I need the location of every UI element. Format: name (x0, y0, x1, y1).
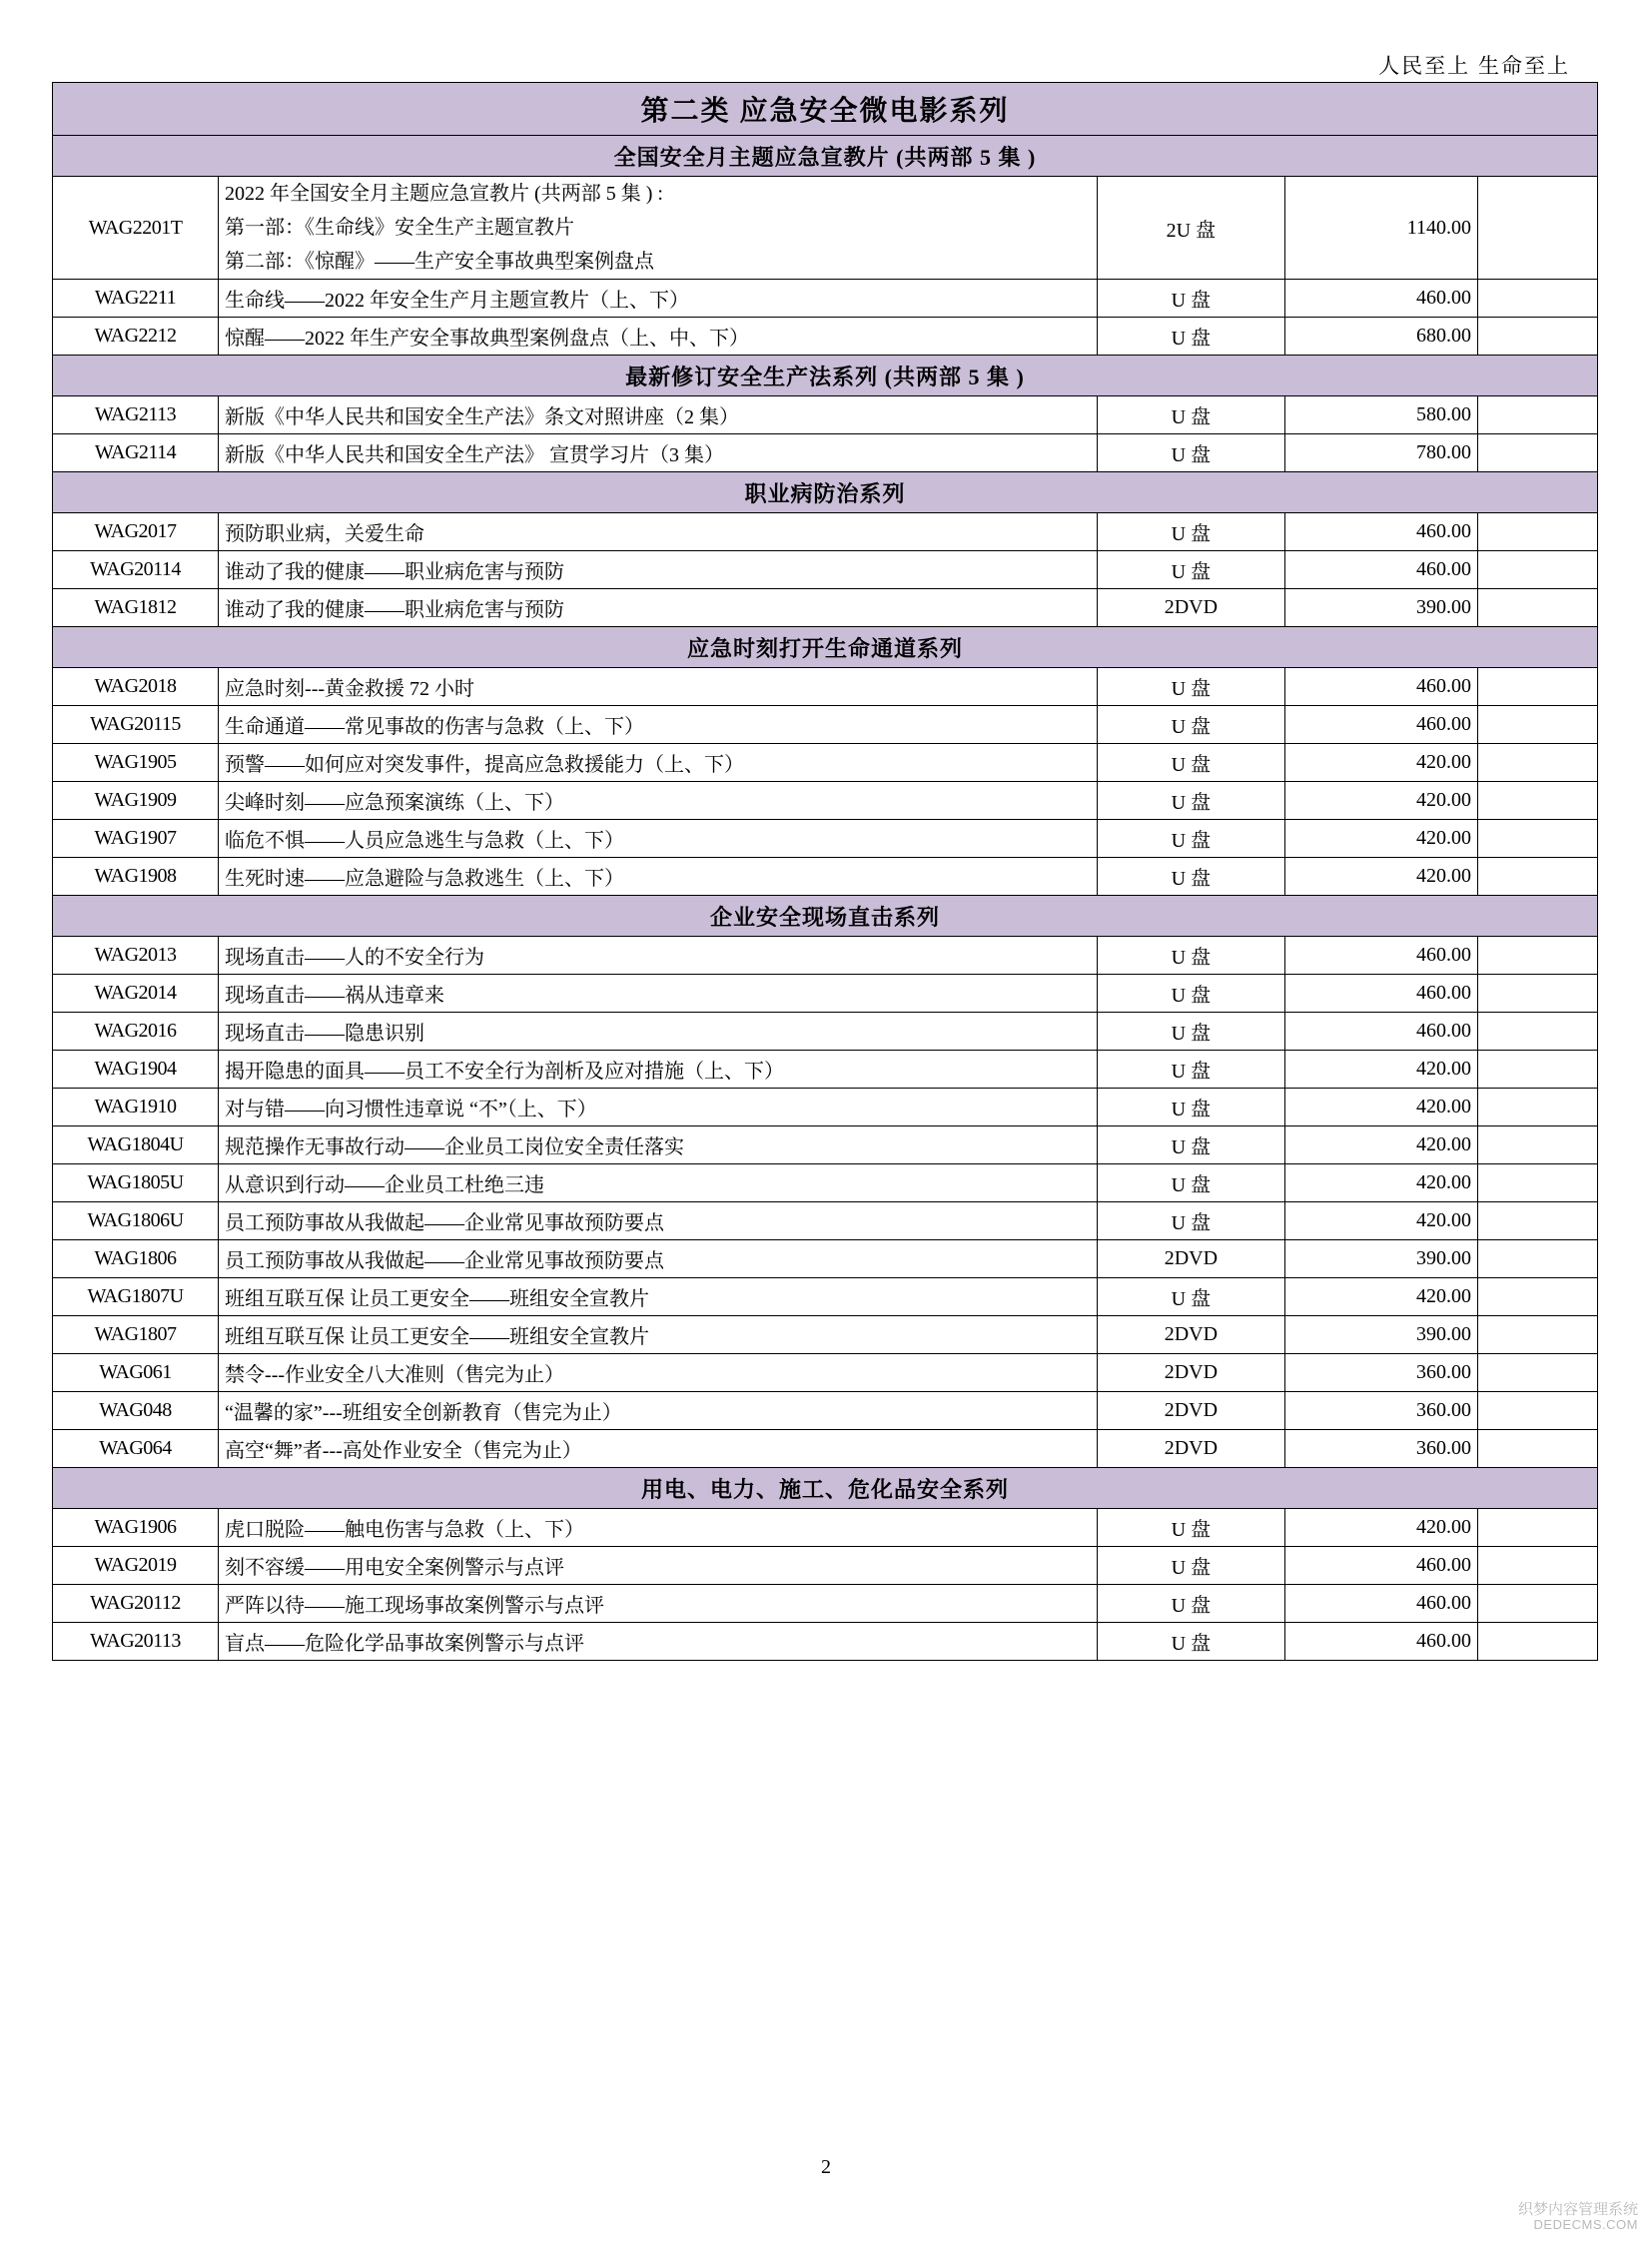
product-code: WAG2114 (53, 434, 219, 472)
product-quantity-cell (1478, 1316, 1598, 1354)
product-media: 2DVD (1098, 1240, 1284, 1278)
product-title (219, 177, 1098, 280)
table-row (53, 1316, 1598, 1354)
table-row (53, 858, 1598, 896)
product-quantity-cell (1478, 706, 1598, 744)
product-quantity-cell (1478, 280, 1598, 318)
product-code: WAG1906 (53, 1509, 219, 1547)
product-title: 高空“舞”者---高处作业安全（售完为止） (219, 1430, 1098, 1468)
product-title-line: 第二部：《惊醒》——生产安全事故典型案例盘点 (225, 251, 655, 273)
product-media: U 盘 (1098, 820, 1284, 858)
product-media: U 盘 (1098, 668, 1284, 706)
product-quantity-cell (1478, 1089, 1598, 1126)
product-title: 临危不惧——人员应急逃生与急救（上、下） (219, 820, 1098, 858)
product-title: 预警——如何应对突发事件，提高应急救援能力（上、下） (219, 744, 1098, 782)
product-price: 420.00 (1284, 1164, 1478, 1202)
product-quantity-cell (1478, 1240, 1598, 1278)
table-row (53, 280, 1598, 318)
product-title: 谁动了我的健康——职业病危害与预防 (219, 589, 1098, 627)
product-media: 2DVD (1098, 1430, 1284, 1468)
product-title: 员工预防事故从我做起——企业常见事故预防要点 (219, 1240, 1098, 1278)
product-media: 2DVD (1098, 1354, 1284, 1392)
product-code: WAG1806 (53, 1240, 219, 1278)
product-title: 生命通道——常见事故的伤害与急救（上、下） (219, 706, 1098, 744)
product-media: U 盘 (1098, 1585, 1284, 1623)
table-row (53, 975, 1598, 1013)
product-title: 对与错——向习惯性违章说 “不”（上、下） (219, 1089, 1098, 1126)
product-code: WAG048 (53, 1392, 219, 1430)
product-title: 刻不容缓——用电安全案例警示与点评 (219, 1547, 1098, 1585)
product-title: 新版《中华人民共和国安全生产法》条文对照讲座（2 集） (219, 396, 1098, 434)
product-price: 420.00 (1284, 1126, 1478, 1164)
product-quantity-cell (1478, 551, 1598, 589)
product-quantity-cell (1478, 937, 1598, 975)
page-number: 2 (821, 2156, 831, 2178)
watermark-line-1: 织梦内容管理系统 (1517, 2200, 1638, 2218)
table-row (53, 820, 1598, 858)
product-price: 360.00 (1284, 1430, 1478, 1468)
table-row (53, 396, 1598, 434)
product-title: 现场直击——祸从违章来 (219, 975, 1098, 1013)
product-code: WAG1905 (53, 744, 219, 782)
table-section-label: 企业安全现场直击系列 (53, 896, 1598, 937)
product-quantity-cell (1478, 1278, 1598, 1316)
product-title: 班组互联互保 让员工更安全——班组安全宣教片 (219, 1278, 1098, 1316)
product-code: WAG061 (53, 1354, 219, 1392)
table-section-label: 用电、电力、施工、危化品安全系列 (53, 1468, 1598, 1509)
product-price: 420.00 (1284, 858, 1478, 896)
product-media: U 盘 (1098, 1202, 1284, 1240)
table-row (53, 782, 1598, 820)
product-code: WAG2016 (53, 1013, 219, 1051)
table-row (53, 1278, 1598, 1316)
product-price: 1140.00 (1284, 177, 1478, 280)
product-title: 从意识到行动——企业员工杜绝三违 (219, 1164, 1098, 1202)
product-code: WAG1907 (53, 820, 219, 858)
table-main-title: 第二类 应急安全微电影系列 (53, 83, 1598, 136)
table-section-label: 最新修订安全生产法系列 (共两部 5 集 ) (53, 356, 1598, 396)
table-section-label: 全国安全月主题应急宣教片 (共两部 5 集 ) (53, 136, 1598, 177)
product-title: 虎口脱险——触电伤害与急救（上、下） (219, 1509, 1098, 1547)
product-price: 460.00 (1284, 706, 1478, 744)
product-price: 460.00 (1284, 1013, 1478, 1051)
table-row (53, 1392, 1598, 1430)
product-media: U 盘 (1098, 551, 1284, 589)
product-quantity-cell (1478, 1126, 1598, 1164)
product-code: WAG1908 (53, 858, 219, 896)
product-price: 460.00 (1284, 975, 1478, 1013)
product-media: 2U 盘 (1098, 177, 1284, 280)
product-quantity-cell (1478, 975, 1598, 1013)
table-row (53, 1509, 1598, 1547)
product-quantity-cell (1478, 668, 1598, 706)
product-code: WAG2113 (53, 396, 219, 434)
page-header-slogan: 人民至上 生命至上 (1378, 55, 1570, 78)
product-media: U 盘 (1098, 280, 1284, 318)
product-code: WAG20113 (53, 1623, 219, 1661)
product-code: WAG1909 (53, 782, 219, 820)
product-media: U 盘 (1098, 975, 1284, 1013)
table-row (53, 318, 1598, 356)
product-media: U 盘 (1098, 937, 1284, 975)
product-code: WAG064 (53, 1430, 219, 1468)
product-media: U 盘 (1098, 1089, 1284, 1126)
product-media: U 盘 (1098, 1547, 1284, 1585)
product-media: U 盘 (1098, 1164, 1284, 1202)
product-title: 禁令---作业安全八大准则（售完为止） (219, 1354, 1098, 1392)
table-row (53, 1013, 1598, 1051)
watermark-line-2: DEDECMS.COM (1533, 2217, 1638, 2233)
product-code: WAG2013 (53, 937, 219, 975)
product-media: U 盘 (1098, 318, 1284, 356)
product-price: 460.00 (1284, 937, 1478, 975)
product-media: 2DVD (1098, 589, 1284, 627)
product-media: U 盘 (1098, 1623, 1284, 1661)
product-quantity-cell (1478, 1013, 1598, 1051)
product-title: 应急时刻---黄金救援 72 小时 (219, 668, 1098, 706)
product-code: WAG1807 (53, 1316, 219, 1354)
product-quantity-cell (1478, 1354, 1598, 1392)
product-code: WAG20115 (53, 706, 219, 744)
table-row (53, 1051, 1598, 1089)
product-quantity-cell (1478, 1202, 1598, 1240)
table-main-title-row (53, 83, 1598, 136)
product-price: 420.00 (1284, 782, 1478, 820)
table-row (53, 1623, 1598, 1661)
product-code: WAG2019 (53, 1547, 219, 1585)
product-code: WAG1910 (53, 1089, 219, 1126)
table-row (53, 589, 1598, 627)
catalog-table-container (52, 82, 1598, 1661)
table-section-row (53, 896, 1598, 937)
table-row (53, 551, 1598, 589)
product-price: 360.00 (1284, 1354, 1478, 1392)
product-media: U 盘 (1098, 434, 1284, 472)
product-quantity-cell (1478, 1430, 1598, 1468)
product-quantity-cell (1478, 1164, 1598, 1202)
table-row (53, 668, 1598, 706)
product-price: 420.00 (1284, 820, 1478, 858)
product-price: 360.00 (1284, 1392, 1478, 1430)
product-code: WAG2212 (53, 318, 219, 356)
product-price: 460.00 (1284, 1623, 1478, 1661)
product-price: 390.00 (1284, 1316, 1478, 1354)
table-row (53, 1354, 1598, 1392)
product-media: U 盘 (1098, 1278, 1284, 1316)
product-title: 预防职业病，关爱生命 (219, 513, 1098, 551)
product-title-line: 第一部：《生命线》安全生产主题宣教片 (225, 217, 575, 239)
product-price: 420.00 (1284, 1089, 1478, 1126)
product-title: 现场直击——隐患识别 (219, 1013, 1098, 1051)
product-media: U 盘 (1098, 1509, 1284, 1547)
product-price: 460.00 (1284, 513, 1478, 551)
table-section-label: 职业病防治系列 (53, 472, 1598, 513)
product-media: 2DVD (1098, 1392, 1284, 1430)
product-code: WAG1812 (53, 589, 219, 627)
product-title: 生死时速——应急避险与急救逃生（上、下） (219, 858, 1098, 896)
product-code: WAG2201T (53, 177, 219, 280)
product-code: WAG2017 (53, 513, 219, 551)
table-row (53, 434, 1598, 472)
product-media: U 盘 (1098, 1051, 1284, 1089)
product-title: 生命线——2022 年安全生产月主题宣教片（上、下） (219, 280, 1098, 318)
product-title: 班组互联互保 让员工更安全——班组安全宣教片 (219, 1316, 1098, 1354)
product-media: U 盘 (1098, 858, 1284, 896)
product-quantity-cell (1478, 782, 1598, 820)
product-price: 420.00 (1284, 1051, 1478, 1089)
product-price: 460.00 (1284, 1547, 1478, 1585)
product-quantity-cell (1478, 396, 1598, 434)
table-row (53, 513, 1598, 551)
product-code: WAG20114 (53, 551, 219, 589)
product-quantity-cell (1478, 1392, 1598, 1430)
product-title: 规范操作无事故行动——企业员工岗位安全责任落实 (219, 1126, 1098, 1164)
table-section-row (53, 136, 1598, 177)
product-quantity-cell (1478, 1585, 1598, 1623)
product-price: 420.00 (1284, 744, 1478, 782)
product-media: U 盘 (1098, 1126, 1284, 1164)
product-media: U 盘 (1098, 782, 1284, 820)
table-row (53, 1202, 1598, 1240)
product-media: U 盘 (1098, 396, 1284, 434)
catalog-table (52, 82, 1598, 1661)
product-quantity-cell (1478, 1051, 1598, 1089)
product-title: 盲点——危险化学品事故案例警示与点评 (219, 1623, 1098, 1661)
product-price: 780.00 (1284, 434, 1478, 472)
product-price: 460.00 (1284, 280, 1478, 318)
product-title: 尖峰时刻——应急预案演练（上、下） (219, 782, 1098, 820)
product-price: 680.00 (1284, 318, 1478, 356)
product-quantity-cell (1478, 1623, 1598, 1661)
table-row (53, 1240, 1598, 1278)
product-quantity-cell (1478, 1547, 1598, 1585)
table-section-row (53, 472, 1598, 513)
product-quantity-cell (1478, 434, 1598, 472)
table-row (53, 1089, 1598, 1126)
product-price: 460.00 (1284, 1585, 1478, 1623)
table-section-label: 应急时刻打开生命通道系列 (53, 627, 1598, 668)
table-row (53, 1126, 1598, 1164)
product-quantity-cell (1478, 820, 1598, 858)
product-quantity-cell (1478, 858, 1598, 896)
product-price: 580.00 (1284, 396, 1478, 434)
product-price: 390.00 (1284, 589, 1478, 627)
product-media: U 盘 (1098, 744, 1284, 782)
product-price: 460.00 (1284, 551, 1478, 589)
product-media: U 盘 (1098, 706, 1284, 744)
product-price: 390.00 (1284, 1240, 1478, 1278)
product-media: U 盘 (1098, 1013, 1284, 1051)
table-row (53, 937, 1598, 975)
product-quantity-cell (1478, 318, 1598, 356)
table-row (53, 1547, 1598, 1585)
watermark (1518, 2201, 1638, 2233)
product-price: 420.00 (1284, 1278, 1478, 1316)
product-title: 揭开隐患的面具——员工不安全行为剖析及应对措施（上、下） (219, 1051, 1098, 1089)
product-quantity-cell (1478, 177, 1598, 280)
product-code: WAG1806U (53, 1202, 219, 1240)
product-title: 谁动了我的健康——职业病危害与预防 (219, 551, 1098, 589)
product-code: WAG2014 (53, 975, 219, 1013)
product-title: 现场直击——人的不安全行为 (219, 937, 1098, 975)
table-row (53, 1430, 1598, 1468)
product-price: 460.00 (1284, 668, 1478, 706)
table-row (53, 177, 1598, 280)
product-code: WAG1804U (53, 1126, 219, 1164)
product-code: WAG2018 (53, 668, 219, 706)
table-row (53, 744, 1598, 782)
table-section-row (53, 1468, 1598, 1509)
product-code: WAG1904 (53, 1051, 219, 1089)
table-row (53, 706, 1598, 744)
product-title: 员工预防事故从我做起——企业常见事故预防要点 (219, 1202, 1098, 1240)
table-section-row (53, 356, 1598, 396)
product-quantity-cell (1478, 589, 1598, 627)
table-row (53, 1585, 1598, 1623)
product-quantity-cell (1478, 744, 1598, 782)
product-code: WAG1805U (53, 1164, 219, 1202)
table-section-row (53, 627, 1598, 668)
product-title: 新版《中华人民共和国安全生产法》 宣贯学习片（3 集） (219, 434, 1098, 472)
product-quantity-cell (1478, 513, 1598, 551)
product-code: WAG20112 (53, 1585, 219, 1623)
product-title: 严阵以待——施工现场事故案例警示与点评 (219, 1585, 1098, 1623)
product-quantity-cell (1478, 1509, 1598, 1547)
product-title: “温馨的家”---班组安全创新教育（售完为止） (219, 1392, 1098, 1430)
product-price: 420.00 (1284, 1202, 1478, 1240)
product-price: 420.00 (1284, 1509, 1478, 1547)
product-title: 惊醒——2022 年生产安全事故典型案例盘点（上、中、下） (219, 318, 1098, 356)
table-row (53, 1164, 1598, 1202)
product-media: U 盘 (1098, 513, 1284, 551)
product-code: WAG1807U (53, 1278, 219, 1316)
product-title-line: 2022 年全国安全月主题应急宣教片 (共两部 5 集 ) : (225, 183, 663, 205)
product-code: WAG2211 (53, 280, 219, 318)
product-media: 2DVD (1098, 1316, 1284, 1354)
